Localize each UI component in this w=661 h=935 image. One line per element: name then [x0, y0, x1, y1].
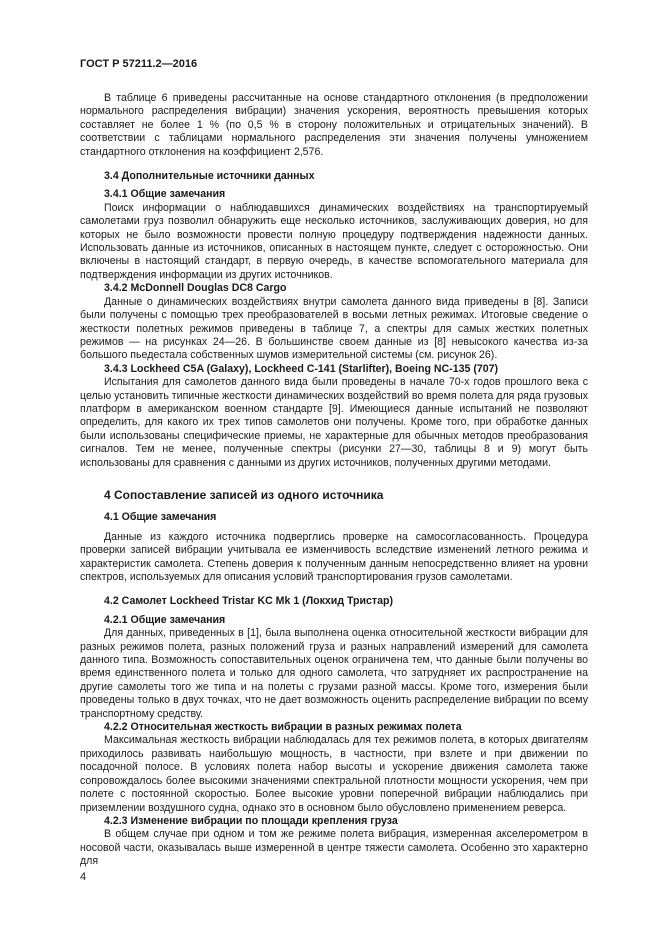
heading-4-1: 4.1 Общие замечания [104, 511, 217, 524]
document-body [80, 92, 588, 869]
heading-4-2-3: 4.2.3 Изменение вибрации по площади крепления груза [104, 814, 398, 827]
paragraph-4-2-1: Для данных, приведенных в [1], была выполнена оценка относительной жесткости вибрации для разных режимов полета, разных положений груза и разных направлений измерений для самолета данного типа. Возможность сопоставительных оценок ограничена тем, что данные были получены во время единственного полета и только для одного самолета, что затрудняет их распространение на другие самолеты того же типа и на полеты с грузами разной массы. Кроме того, измерения были проведены только в двух точках, что не дает возможность оценить распределение вибрации по всему транспортному средству. [80, 627, 588, 720]
heading-4-2-1: 4.2.1 Общие замечания [104, 613, 226, 626]
paragraph-3-4-1: Поиск информации о наблюдавшихся динамических воздействиях на транспортируемый самолетами груз позволил обнаружить еще несколько источников, заслуживающих доверия, но для которых не было возможности провести полную процедуру подтверждения надежности данных. Использовать данные из источников, описанных в настоящем пункте, следует с осторожностью. Они включены в настоящий стандарт, в первую очередь, в качестве вспомогательного материала для подтверждения информации из других источников. [80, 201, 588, 281]
page-number: 4 [80, 871, 87, 883]
paragraph-4-2-2: Максимальная жесткость вибрации наблюдалась для тех режимов полета, в которых двигателям приходилось развивать наибольшую мощность, в частности, при взлете и при движении по посадочной полосе. В условиях полета набор высоты и ускорение движения самолета также сопровождалось более высокими значениями спектральной плотности мощности ускорения, чем при полете с постоянной скоростью. Более высокие уровни поперечной вибрации наблюдались при приземлении воздушного судна, однако это в основном было обусловлено применением реверса. [80, 734, 588, 814]
paragraph-4-2-3: В общем случае при одном и том же режиме полета вибрация, измеренная акселерометром в носовой части, оказывалась выше измеренной в центре тяжести самолета. Особенно это характерно для [80, 828, 588, 868]
paragraph-4-1: Данные из каждого источника подверглись проверке на самосогласованность. Процедура проверки записей вибрации учитывала ее изменчивость вследствие изменений летного режима и характеристик самолета. Степень доверия к полученным данным непосредственно влияет на уровни спектров, используемых для описания условий транспортирования грузов самолетами. [80, 530, 588, 583]
heading-4-2-2: 4.2.2 Относительная жесткость вибрации в разных режимах полета [104, 721, 462, 734]
paragraph-3-4-2: Данные о динамических воздействиях внутри самолета данного вида приведены в [8]. Записи были получены с помощью трех преобразователей в восьми летных режимах. Итоговые сведение о жесткости полетных режимов приведены в таблице 7, а спектры для самых жестких полетных режимов — на рисунках 24—26. В большинстве своем данные из [8] невысокого качества из-за большого пьедестала собственных шумов измерительной системы (см. рисунок 26). [80, 295, 588, 362]
paragraph-3-4-3: Испытания для самолетов данного вида были проведены в начале 70-х годов прошлого века с целью установить типичные жесткости динамических воздействий во время полета для ряда грузовых платформ в американском военном стандарте [9]. Имеющиеся данные испытаний не позволяют определить, для какого их трех типов самолетов они получены. Кроме того, при обработке данных были использованы специфические приемы, не характерные для обычных методов преобразования сигналов. Тем не менее, полученные спектры (рисунки 27—30, таблицы 8 и 9) могут быть использованы для сравнения с данными из других источников, полученных другими методами. [80, 376, 588, 469]
heading-3-4-2: 3.4.2 McDonnell Douglas DC8 Cargo [104, 282, 287, 295]
heading-4-2: 4.2 Самолет Lockheed Tristar KC Mk 1 (Локхид Тристар) [104, 595, 394, 608]
document-header: ГОСТ Р 57211.2—2016 [80, 58, 198, 70]
heading-3-4: 3.4 Дополнительные источники данных [104, 170, 315, 183]
heading-3-4-3: 3.4.3 Lockheed C5A (Galaxy), Lockheed C-141 (Starlifter), Boeing NC-135 (707) [104, 362, 499, 375]
heading-4: 4 Сопоставление записей из одного источника [104, 487, 384, 502]
heading-3-4-1: 3.4.1 Общие замечания [104, 188, 226, 201]
paragraph-intro: В таблице 6 приведены рассчитанные на основе стандартного отклонения (в предположении нормального распределения вибрации) значения ускорения, вероятность превышения которых составляет не более 1 % (по 0,5 % в сторону положительных и отрицательных значений). В соответствии с таблицами нормального распределения эти значения получены умножением стандартного отклонения на коэффициент 2,576. [80, 92, 588, 158]
